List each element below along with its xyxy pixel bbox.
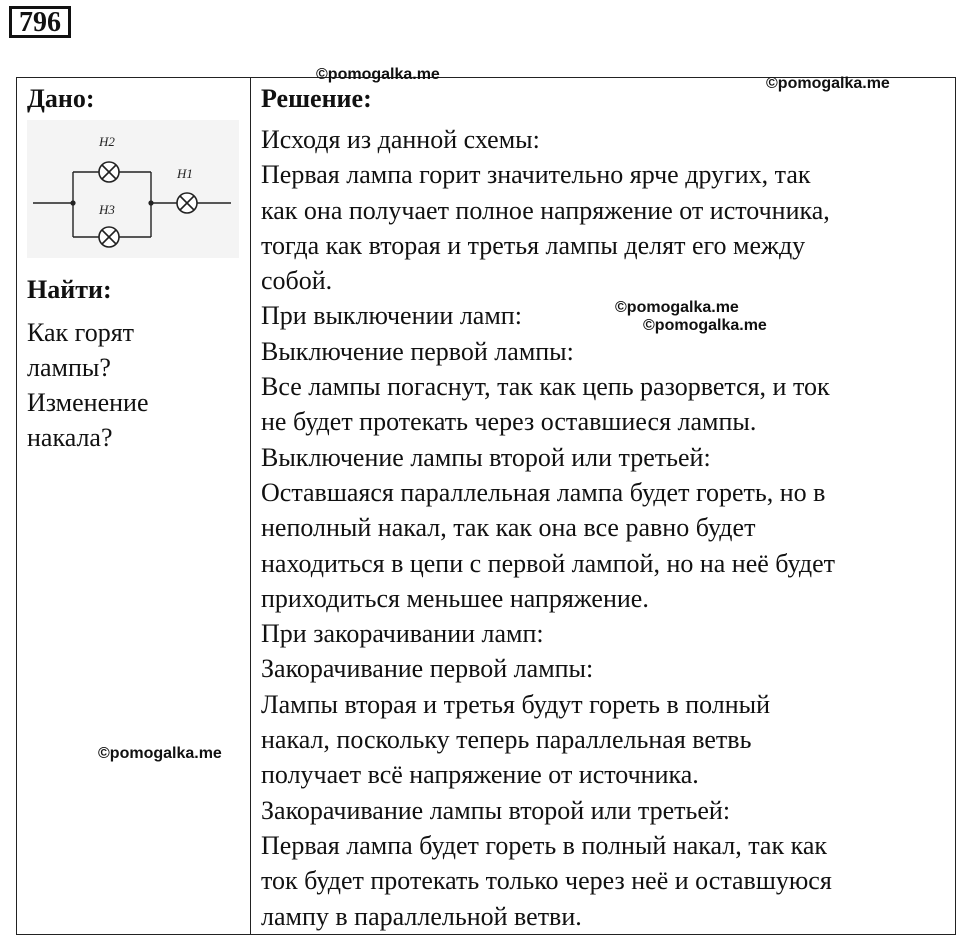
lamp-h1-icon xyxy=(177,193,197,213)
solution-line: Лампы вторая и третья будут гореть в полный xyxy=(261,689,771,719)
solution-column xyxy=(261,84,951,934)
solution-text xyxy=(261,122,951,934)
solution-line: При выключении ламп: xyxy=(261,301,522,331)
watermark: ©pomogalka.me xyxy=(98,745,222,762)
lamp-h3-icon xyxy=(99,227,119,247)
solution-line: Первая лампа будет гореть в полный накал, так как xyxy=(261,830,827,860)
circuit-diagram xyxy=(27,120,239,258)
solution-line: не будет протекать через оставшиеся лампы. xyxy=(261,407,757,437)
solution-line: При закорачивании ламп: xyxy=(261,619,544,649)
given-column xyxy=(27,84,242,455)
lamp-h2-label: H2 xyxy=(99,134,115,149)
find-question xyxy=(27,315,242,455)
solution-line: Первая лампа горит значительно ярче других, так xyxy=(261,160,811,190)
solution-line: тогда как вторая и третья лампы делят его между xyxy=(261,230,806,260)
solution-line: накал, поскольку теперь параллельная ветвь xyxy=(261,725,752,755)
solution-line: ток будет протекать только через неё и оставшуюся xyxy=(261,866,832,896)
find-line: Изменение xyxy=(27,388,149,417)
solution-line: Выключение лампы второй или третьей: xyxy=(261,442,711,472)
solution-line: лампу в параллельной ветви. xyxy=(261,901,582,931)
solution-line: Все лампы погаснут, так как цепь разорвется, и ток xyxy=(261,372,830,402)
watermark: ©pomogalka.me xyxy=(766,75,890,92)
solution-line: собой. xyxy=(261,266,333,296)
solution-line: Оставшаяся параллельная лампа будет гореть, но в xyxy=(261,477,826,507)
column-divider xyxy=(250,77,251,935)
find-heading: Найти: xyxy=(27,275,112,304)
solution-line: Исходя из данной схемы: xyxy=(261,125,540,154)
watermark: ©pomogalka.me xyxy=(643,317,767,334)
lamp-h2-icon xyxy=(99,162,119,182)
find-line: Как горят xyxy=(27,318,135,347)
solution-line: Закорачивание первой лампы: xyxy=(261,654,594,684)
lamp-h3-label: H3 xyxy=(99,202,115,217)
solution-line: Закорачивание лампы второй или третьей: xyxy=(261,795,731,825)
solution-heading: Решение: xyxy=(261,84,372,113)
problem-number: 796 xyxy=(9,6,71,38)
watermark: ©pomogalka.me xyxy=(615,299,739,316)
given-heading: Дано: xyxy=(27,84,95,113)
lamp-h1-label: H1 xyxy=(177,166,193,181)
find-line: лампы? xyxy=(27,353,111,382)
solution-line: приходиться меньшее напряжение. xyxy=(261,583,649,613)
solution-line: Выключение первой лампы: xyxy=(261,336,574,366)
solution-line: как она получает полное напряжение от источника, xyxy=(261,195,830,225)
watermark: ©pomogalka.me xyxy=(316,66,440,83)
solution-line: получает всё напряжение от источника. xyxy=(261,760,699,790)
solution-line: неполный накал, так как она все равно будет xyxy=(261,513,756,543)
find-line: накала? xyxy=(27,423,113,452)
solution-line: находиться в цепи с первой лампой, но на неё будет xyxy=(261,548,836,578)
